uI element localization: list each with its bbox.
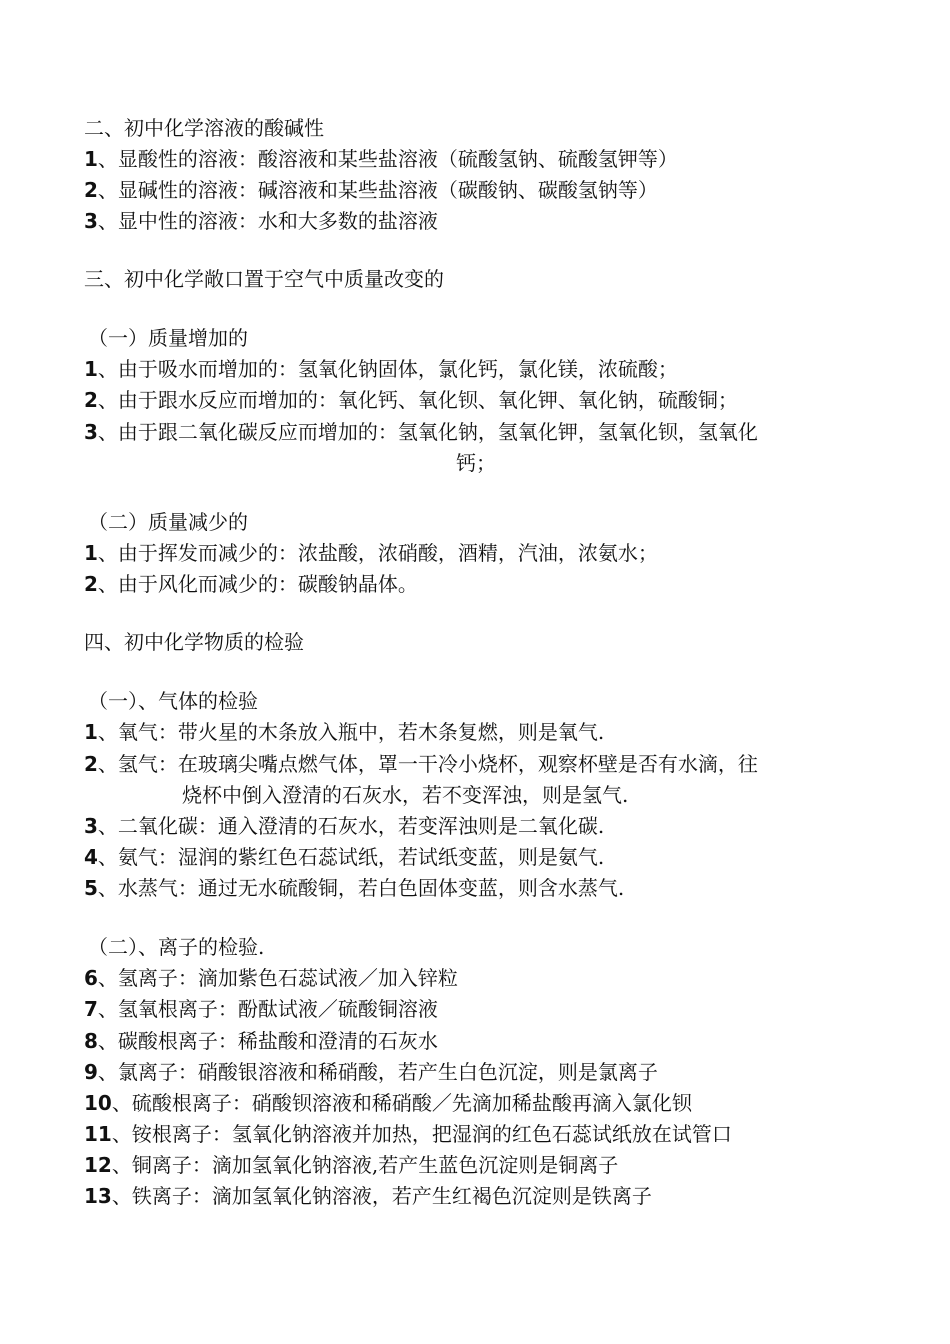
subsection-title: （一）质量增加的 [88, 326, 248, 350]
list-item [84, 418, 758, 446]
list-item [84, 1151, 618, 1179]
item-number: 11 [84, 1122, 112, 1146]
list-item [84, 539, 658, 567]
item-number: 1 [84, 357, 98, 381]
item-text: 、氨气：湿润的紫红色石蕊试纸，若试纸变蓝，则是氨气. [97, 845, 605, 869]
item-number: 5 [84, 876, 98, 900]
item-number: 12 [84, 1153, 112, 1177]
item-number: 10 [84, 1091, 112, 1115]
list-item [84, 1089, 692, 1117]
item-number: 6 [84, 966, 98, 990]
list-item [84, 1182, 652, 1210]
item-number: 3 [84, 814, 98, 838]
subsection-title: （二）质量减少的 [88, 510, 248, 534]
section-2-title: 二、初中化学溶液的酸碱性 [84, 116, 324, 140]
list-item [84, 355, 678, 383]
item-number: 1 [84, 541, 98, 565]
item-number: 1 [84, 147, 98, 171]
item-text: 、硫酸根离子：硝酸钡溶液和稀硝酸／先滴加稀盐酸再滴入氯化钡 [111, 1091, 692, 1115]
item-number: 2 [84, 178, 98, 202]
item-text: 、水蒸气：通过无水硫酸铜，若白色固体变蓝，则含水蒸气. [97, 876, 625, 900]
item-number: 13 [84, 1184, 112, 1208]
list-item [84, 386, 738, 414]
item-number: 2 [84, 752, 98, 776]
section-4-title: 四、初中化学物质的检验 [84, 630, 304, 654]
item-number: 7 [84, 997, 98, 1021]
item-text: 、碳酸根离子：稀盐酸和澄清的石灰水 [97, 1029, 438, 1053]
item-number: 2 [84, 388, 98, 412]
item-text: 、铜离子：滴加氢氧化钠溶液,若产生蓝色沉淀则是铜离子 [111, 1153, 619, 1177]
list-item [84, 964, 458, 992]
subsection-title: （二）、离子的检验. [88, 935, 265, 959]
item-text: 、氢气：在玻璃尖嘴点燃气体，罩一干冷小烧杯，观察杯壁是否有水滴，往 [97, 752, 758, 776]
item-number: 1 [84, 720, 98, 744]
item-text: 、氢氧根离子：酚酞试液／硫酸铜溶液 [97, 997, 438, 1021]
list-item [84, 207, 438, 235]
item-number: 3 [84, 420, 98, 444]
section-3-title: 三、初中化学敞口置于空气中质量改变的 [84, 267, 444, 291]
item-text: 、显酸性的溶液：酸溶液和某些盐溶液（硫酸氢钠、硫酸氢钾等） [97, 147, 678, 171]
item-text: 、由于挥发而减少的：浓盐酸，浓硝酸，酒精，汽油，浓氨水； [97, 541, 658, 565]
item-number: 2 [84, 572, 98, 596]
subsection-title: （一）、气体的检验 [88, 689, 258, 713]
item-text: 、由于跟水反应而增加的：氧化钙、氧化钡、氧化钾、氧化钠，硫酸铜； [97, 388, 738, 412]
item-text: 、氢离子：滴加紫色石蕊试液／加入锌粒 [97, 966, 458, 990]
item-text: 、由于跟二氧化碳反应而增加的：氢氧化钠，氢氧化钾，氢氧化钡，氢氧化 [97, 420, 758, 444]
item-text: 、氧气：带火星的木条放入瓶中，若木条复燃，则是氧气. [97, 720, 605, 744]
list-item [84, 843, 604, 871]
item-text: 、显中性的溶液：水和大多数的盐溶液 [97, 209, 438, 233]
list-item [84, 145, 678, 173]
list-item [84, 1027, 438, 1055]
item-text: 、铵根离子：氢氧化钠溶液并加热，把湿润的红色石蕊试纸放在试管口 [111, 1122, 732, 1146]
list-item [84, 995, 438, 1023]
item-text: 、显碱性的溶液：碱溶液和某些盐溶液（碳酸钠、碳酸氢钠等） [97, 178, 658, 202]
item-text-continuation: 烧杯中倒入澄清的石灰水，若不变浑浊，则是氢气. [182, 783, 629, 807]
item-text: 、由于吸水而增加的：氢氧化钠固体，氯化钙，氯化镁，浓硫酸； [97, 357, 678, 381]
item-number: 8 [84, 1029, 98, 1053]
list-item [84, 1058, 658, 1086]
list-item [84, 718, 604, 746]
list-item [84, 1120, 732, 1148]
list-item [84, 874, 624, 902]
list-item [84, 812, 604, 840]
item-text: 、氯离子：硝酸银溶液和稀硝酸，若产生白色沉淀，则是氯离子 [97, 1060, 658, 1084]
item-number: 9 [84, 1060, 98, 1084]
list-item [84, 176, 658, 204]
item-number: 4 [84, 845, 98, 869]
list-item [84, 570, 418, 598]
item-text: 、二氧化碳：通入澄清的石灰水，若变浑浊则是二氧化碳. [97, 814, 605, 838]
item-number: 3 [84, 209, 98, 233]
item-text: 、由于风化而减少的：碳酸钠晶体。 [97, 572, 418, 596]
list-item [84, 750, 758, 778]
item-text: 、铁离子：滴加氢氧化钠溶液，若产生红褐色沉淀则是铁离子 [111, 1184, 652, 1208]
item-text-continuation: 钙； [456, 451, 496, 475]
